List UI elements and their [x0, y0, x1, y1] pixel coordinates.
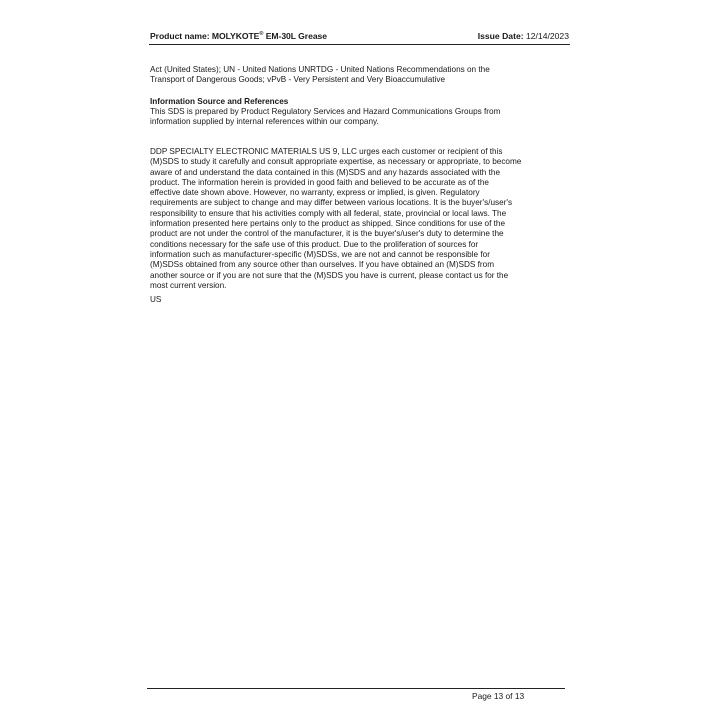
information-source-text: This SDS is prepared by Product Regulatory Services and Hazard Communications Groups from information supplied by internal references within our company.	[150, 107, 501, 127]
disclaimer-text: DDP SPECIALTY ELECTRONIC MATERIALS US 9, LLC urges each customer or recipient of this (M)SDS to study it carefully and consult appropriate expertise, as necessary or appropriate, to become aware of and understand the data contained in this (M)SDS and any hazards associated with the product. The information herein is provided in good faith and believed to be accurate as of the effective date shown above. However, no warranty, express or implied, is given. Regulatory requirements are subject to change and may differ between various locations. It is the buyer's/user's responsibility to ensure that his activities comply with all federal, state, provincial or local laws. The information presented here pertains only to the product as shipped. Since conditions for use of the product are not under the control of the manufacturer, it is the buyer's/user's duty to determine the conditions necessary for the safe use of this product. Due to the proliferation of sources for information such as manufacturer-specific (M)SDSs, we are not and cannot be responsible for (M)SDSs obtained from any source other than ourselves. If you have obtained an (M)SDS from another source or if you are not sure that the (M)SDS you have is current, please contact us for the most current version.	[150, 147, 522, 290]
page-header	[149, 30, 570, 45]
issue-date-heading	[478, 31, 569, 41]
abbreviations-text: Act (United States); UN - United Nations UNRTDG - United Nations Recommendations on the Transport of Dangerous Goods; vPvB - Very Persistent and Very Bioaccumulative	[150, 65, 490, 85]
registered-mark: ®	[259, 31, 264, 37]
information-source-heading: Information Source and References	[150, 97, 289, 106]
country-code: US	[150, 295, 162, 304]
issue-date-value: 12/14/2023	[525, 31, 569, 41]
issue-date-label: Issue Date:	[477, 31, 526, 41]
product-name: MOLYKOTE	[211, 31, 260, 41]
product-name-heading	[150, 31, 327, 41]
page-number: Page 13 of 13	[472, 691, 525, 701]
product-suffix: EM-30L Grease	[263, 31, 328, 41]
product-label: Product name:	[150, 31, 212, 41]
footer-divider	[147, 688, 565, 689]
